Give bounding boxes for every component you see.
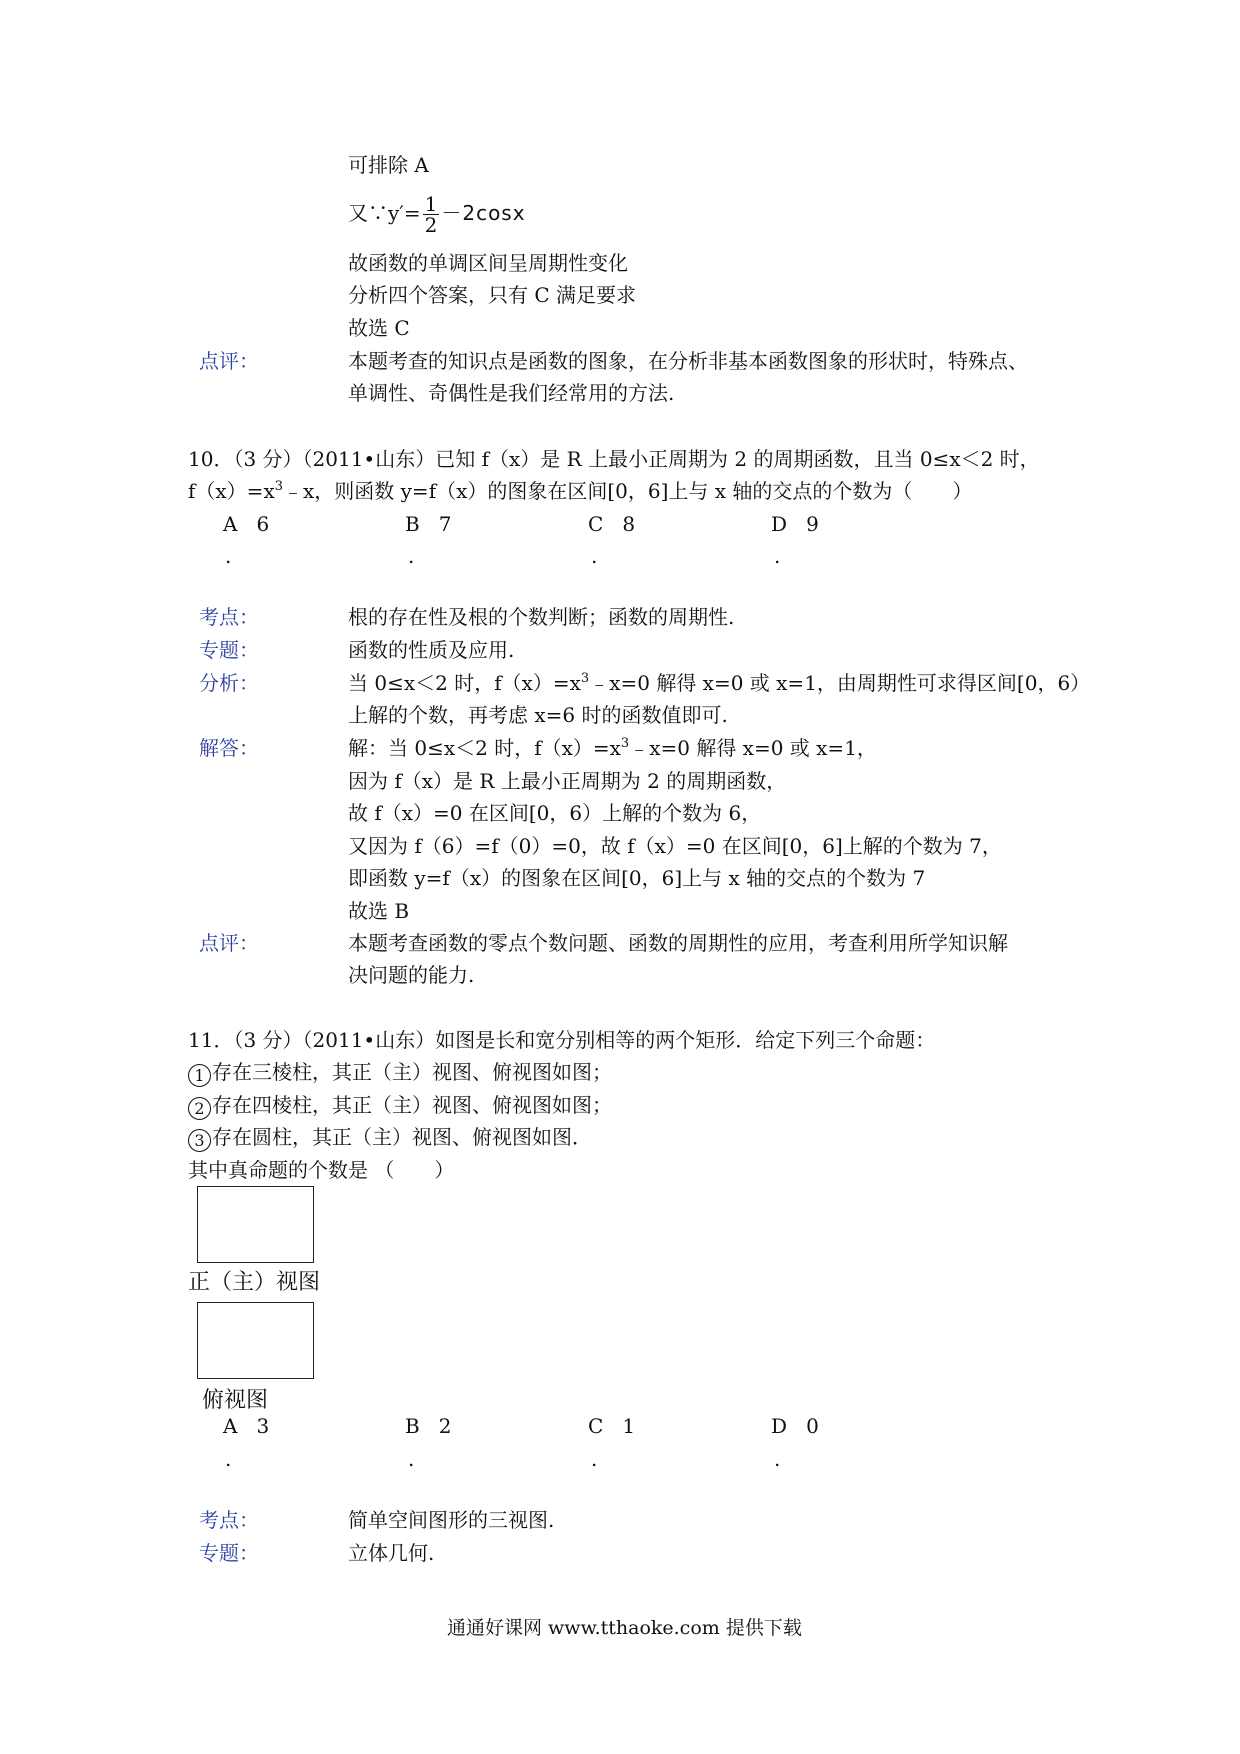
q11-option-c	[588, 1414, 635, 1438]
option-letter: C	[588, 512, 604, 536]
q11-option-d	[771, 1414, 819, 1438]
q10-jieda-part2: ﹣x=0 解得 x=0 或 x=1，	[629, 736, 877, 760]
q10-pingjia-line2: 决问题的能力.	[348, 963, 475, 987]
fraction-denominator: 2	[424, 213, 438, 237]
front-view-caption: 正（主）视图	[188, 1270, 321, 1295]
q10-jieda-line1	[348, 736, 877, 760]
prev-comment-line1: 本题考查的知识点是函数的图象，在分析非基本函数图象的形状时，特殊点、	[348, 349, 1028, 373]
q10-fenxi-line2: 上解的个数，再考虑 x=6 时的函数值即可.	[348, 703, 728, 727]
q11-option-a-dot: .	[225, 1447, 232, 1471]
q11-option-a	[223, 1414, 269, 1438]
q11-zhuanti-label: 专题：	[199, 1541, 259, 1565]
option-letter: A	[223, 1414, 238, 1438]
option-value: 0	[806, 1414, 819, 1438]
q10-stem-part1: f（x）=x	[188, 479, 275, 503]
q10-option-c	[588, 512, 635, 536]
q10-option-d	[771, 512, 819, 536]
page-footer: 通通好课网 www.tthaoke.com 提供下载	[447, 1617, 802, 1639]
option-letter: D	[771, 512, 788, 536]
q10-option-b-dot: .	[408, 544, 415, 568]
q10-zhuanti-label: 专题：	[199, 638, 259, 662]
derivative-suffix: －2cosx	[441, 201, 526, 225]
prev-comment-line2: 单调性、奇偶性是我们经常用的方法.	[348, 381, 675, 405]
proposition-text: 存在四棱柱，其正（主）视图、俯视图如图；	[212, 1093, 612, 1117]
q10-jieda-line6: 故选 B	[348, 899, 410, 923]
q10-jieda-line3: 故 f（x）=0 在区间[0，6）上解的个数为 6，	[348, 801, 762, 825]
q10-option-a-dot: .	[225, 544, 232, 568]
option-value: 1	[622, 1414, 636, 1438]
option-value: 9	[806, 512, 819, 536]
q10-option-d-dot: .	[774, 544, 781, 568]
circled-number-1: 1	[188, 1064, 211, 1087]
q10-jieda-line2: 因为 f（x）是 R 上最小正周期为 2 的周期函数，	[348, 769, 787, 793]
q10-fenxi-part1: 当 0≤x＜2 时，f（x）=x	[348, 671, 581, 695]
q10-stem-exponent: 3	[274, 479, 283, 494]
proposition-text: 存在圆柱，其正（主）视图、俯视图如图．	[212, 1125, 592, 1149]
option-value: 2	[438, 1414, 452, 1438]
q11-proposition-1	[188, 1060, 612, 1087]
prev-solution-line1: 可排除 A	[348, 153, 429, 177]
prev-comment-label: 点评：	[199, 349, 259, 373]
option-value: 8	[622, 512, 636, 536]
option-letter: B	[405, 512, 420, 536]
q11-proposition-3	[188, 1125, 592, 1152]
q11-option-d-dot: .	[774, 1447, 781, 1471]
prev-solution-line3: 故函数的单调区间呈周期性变化	[348, 251, 628, 275]
q11-option-c-dot: .	[591, 1447, 598, 1471]
prev-solution-line5: 故选 C	[348, 316, 410, 340]
q10-zhuanti: 函数的性质及应用.	[348, 638, 515, 662]
q11-question: 其中真命题的个数是 （ ）	[188, 1158, 455, 1182]
circled-number-2: 2	[188, 1097, 211, 1120]
option-letter: D	[771, 1414, 788, 1438]
proposition-text: 存在三棱柱，其正（主）视图、俯视图如图；	[212, 1060, 612, 1084]
q10-kaodian: 根的存在性及根的个数判断；函数的周期性.	[348, 605, 735, 629]
q10-jieda-part1: 解：当 0≤x＜2 时，f（x）=x	[348, 736, 621, 760]
q10-fenxi-label: 分析：	[199, 671, 259, 695]
q10-jieda-exponent: 3	[620, 736, 630, 751]
q10-stem-line2	[188, 479, 972, 503]
prev-solution-derivative	[348, 185, 526, 241]
q11-zhuanti: 立体几何.	[348, 1541, 435, 1565]
circled-number-3: 3	[188, 1129, 211, 1152]
q11-option-b	[405, 1414, 452, 1438]
option-value: 6	[256, 512, 270, 536]
option-letter: C	[588, 1414, 604, 1438]
option-letter: A	[223, 512, 238, 536]
fraction-half	[423, 194, 440, 235]
front-view-rectangle	[197, 1186, 314, 1263]
q10-jieda-line4: 又因为 f（6）=f（0）=0，故 f（x）=0 在区间[0，6]上解的个数为 7，	[348, 834, 1002, 858]
q10-option-b	[405, 512, 452, 536]
q10-stem-line1: 10．（3 分）（2011•山东）已知 f（x）是 R 上最小正周期为 2 的周期函数，且当 0≤x＜2 时，	[188, 447, 1040, 471]
derivative-prefix: 又∵y′=	[348, 201, 421, 225]
q10-pingjia-line1: 本题考查函数的零点个数问题、函数的周期性的应用，考查利用所学知识解	[348, 931, 1008, 955]
fraction-numerator: 1	[424, 192, 438, 216]
q10-fenxi-part2: ﹣x=0 解得 x=0 或 x=1，由周期性可求得区间[0，6）	[589, 671, 1091, 695]
option-letter: B	[405, 1414, 420, 1438]
q10-pingjia-label: 点评：	[199, 931, 259, 955]
q10-stem-part2: ﹣x，则函数 y=f（x）的图象在区间[0，6]上与 x 轴的交点的个数为（ ）	[283, 479, 973, 503]
q10-option-c-dot: .	[591, 544, 598, 568]
q10-kaodian-label: 考点：	[199, 605, 259, 629]
option-value: 7	[438, 512, 452, 536]
q11-stem: 11．（3 分）（2011•山东）如图是长和宽分别相等的两个矩形．给定下列三个命题：	[188, 1028, 936, 1052]
prev-solution-line4: 分析四个答案，只有 C 满足要求	[348, 283, 637, 307]
q10-fenxi-line1	[348, 671, 1090, 695]
q10-option-a	[223, 512, 269, 536]
q10-jieda-line5: 即函数 y=f（x）的图象在区间[0，6]上与 x 轴的交点的个数为 7	[348, 866, 926, 890]
option-value: 3	[256, 1414, 270, 1438]
top-view-rectangle	[197, 1302, 314, 1379]
q11-kaodian-label: 考点：	[199, 1508, 259, 1532]
q10-fenxi-exponent: 3	[580, 671, 590, 686]
q11-kaodian: 简单空间图形的三视图.	[348, 1508, 555, 1532]
q10-jieda-label: 解答：	[199, 736, 259, 760]
q11-proposition-2	[188, 1093, 612, 1120]
top-view-caption: 俯视图	[202, 1388, 269, 1413]
q11-option-b-dot: .	[408, 1447, 415, 1471]
